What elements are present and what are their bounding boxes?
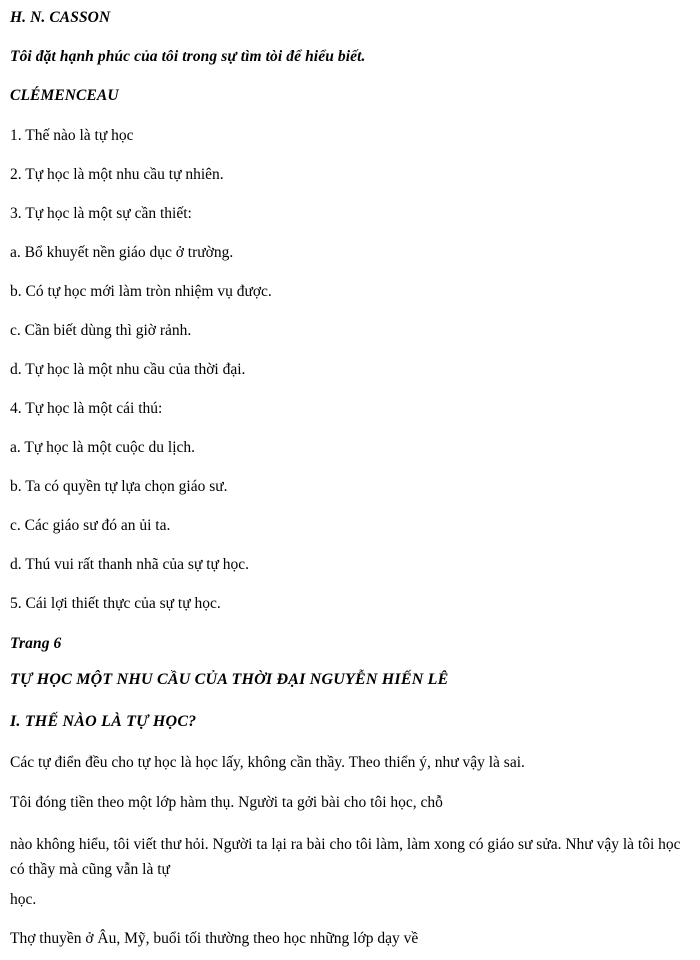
outline-item: 1. Thế nào là tự học xyxy=(10,127,134,144)
outline-item: a. Bổ khuyết nền giáo dục ở trường. xyxy=(10,244,234,261)
outline-item: c. Cần biết dùng thì giờ rảnh. xyxy=(10,322,192,339)
body-paragraph: Thợ thuyền ở Âu, Mỹ, buổi tối thường theo học những lớp dạy về xyxy=(10,930,419,947)
body-paragraph: nào không hiểu, tôi viết thư hỏi. Người ta lại ra bài cho tôi làm, làm xong có giáo sư sửa. Như vậy là tôi học có thầy mà cũng vẫn là tự xyxy=(10,836,681,878)
outline-item: d. Thú vui rất thanh nhã của sự tự học. xyxy=(10,556,250,573)
section-heading: I. THẾ NÀO LÀ TỰ HỌC? xyxy=(10,713,197,730)
outline-item: c. Các giáo sư đó an ủi ta. xyxy=(10,517,171,534)
epigraph-author-top: H. N. CASSON xyxy=(10,9,111,26)
body-paragraph: Tôi đóng tiền theo một lớp hàm thụ. Người ta gởi bài cho tôi học, chỗ xyxy=(10,794,443,811)
outline-item: b. Có tự học mới làm tròn nhiệm vụ được. xyxy=(10,283,272,300)
outline-item: d. Tự học là một nhu cầu của thời đại. xyxy=(10,361,246,378)
body-paragraph: Các tự điển đều cho tự học là học lấy, không cần thầy. Theo thiển ý, như vậy là sai. xyxy=(10,754,525,771)
outline-item: 4. Tự học là một cái thú: xyxy=(10,400,163,417)
outline-item: 2. Tự học là một nhu cầu tự nhiên. xyxy=(10,166,224,183)
outline-item: a. Tự học là một cuộc du lịch. xyxy=(10,439,196,456)
page-label: Trang 6 xyxy=(10,635,62,652)
outline-item: 5. Cái lợi thiết thực của sự tự học. xyxy=(10,595,221,612)
outline-item: 3. Tự học là một sự cần thiết: xyxy=(10,205,192,222)
body-paragraph: học. xyxy=(10,891,37,908)
epigraph-author-bottom: CLÉMENCEAU xyxy=(10,87,119,104)
epigraph-quote: Tôi đặt hạnh phúc của tôi trong sự tìm tòi để hiểu biết. xyxy=(10,48,366,65)
outline-item: b. Ta có quyền tự lựa chọn giáo sư. xyxy=(10,478,228,495)
chapter-title: TỰ HỌC MỘT NHU CẦU CỦA THỜI ĐẠI NGUYỄN HIẾN LÊ xyxy=(10,671,449,688)
